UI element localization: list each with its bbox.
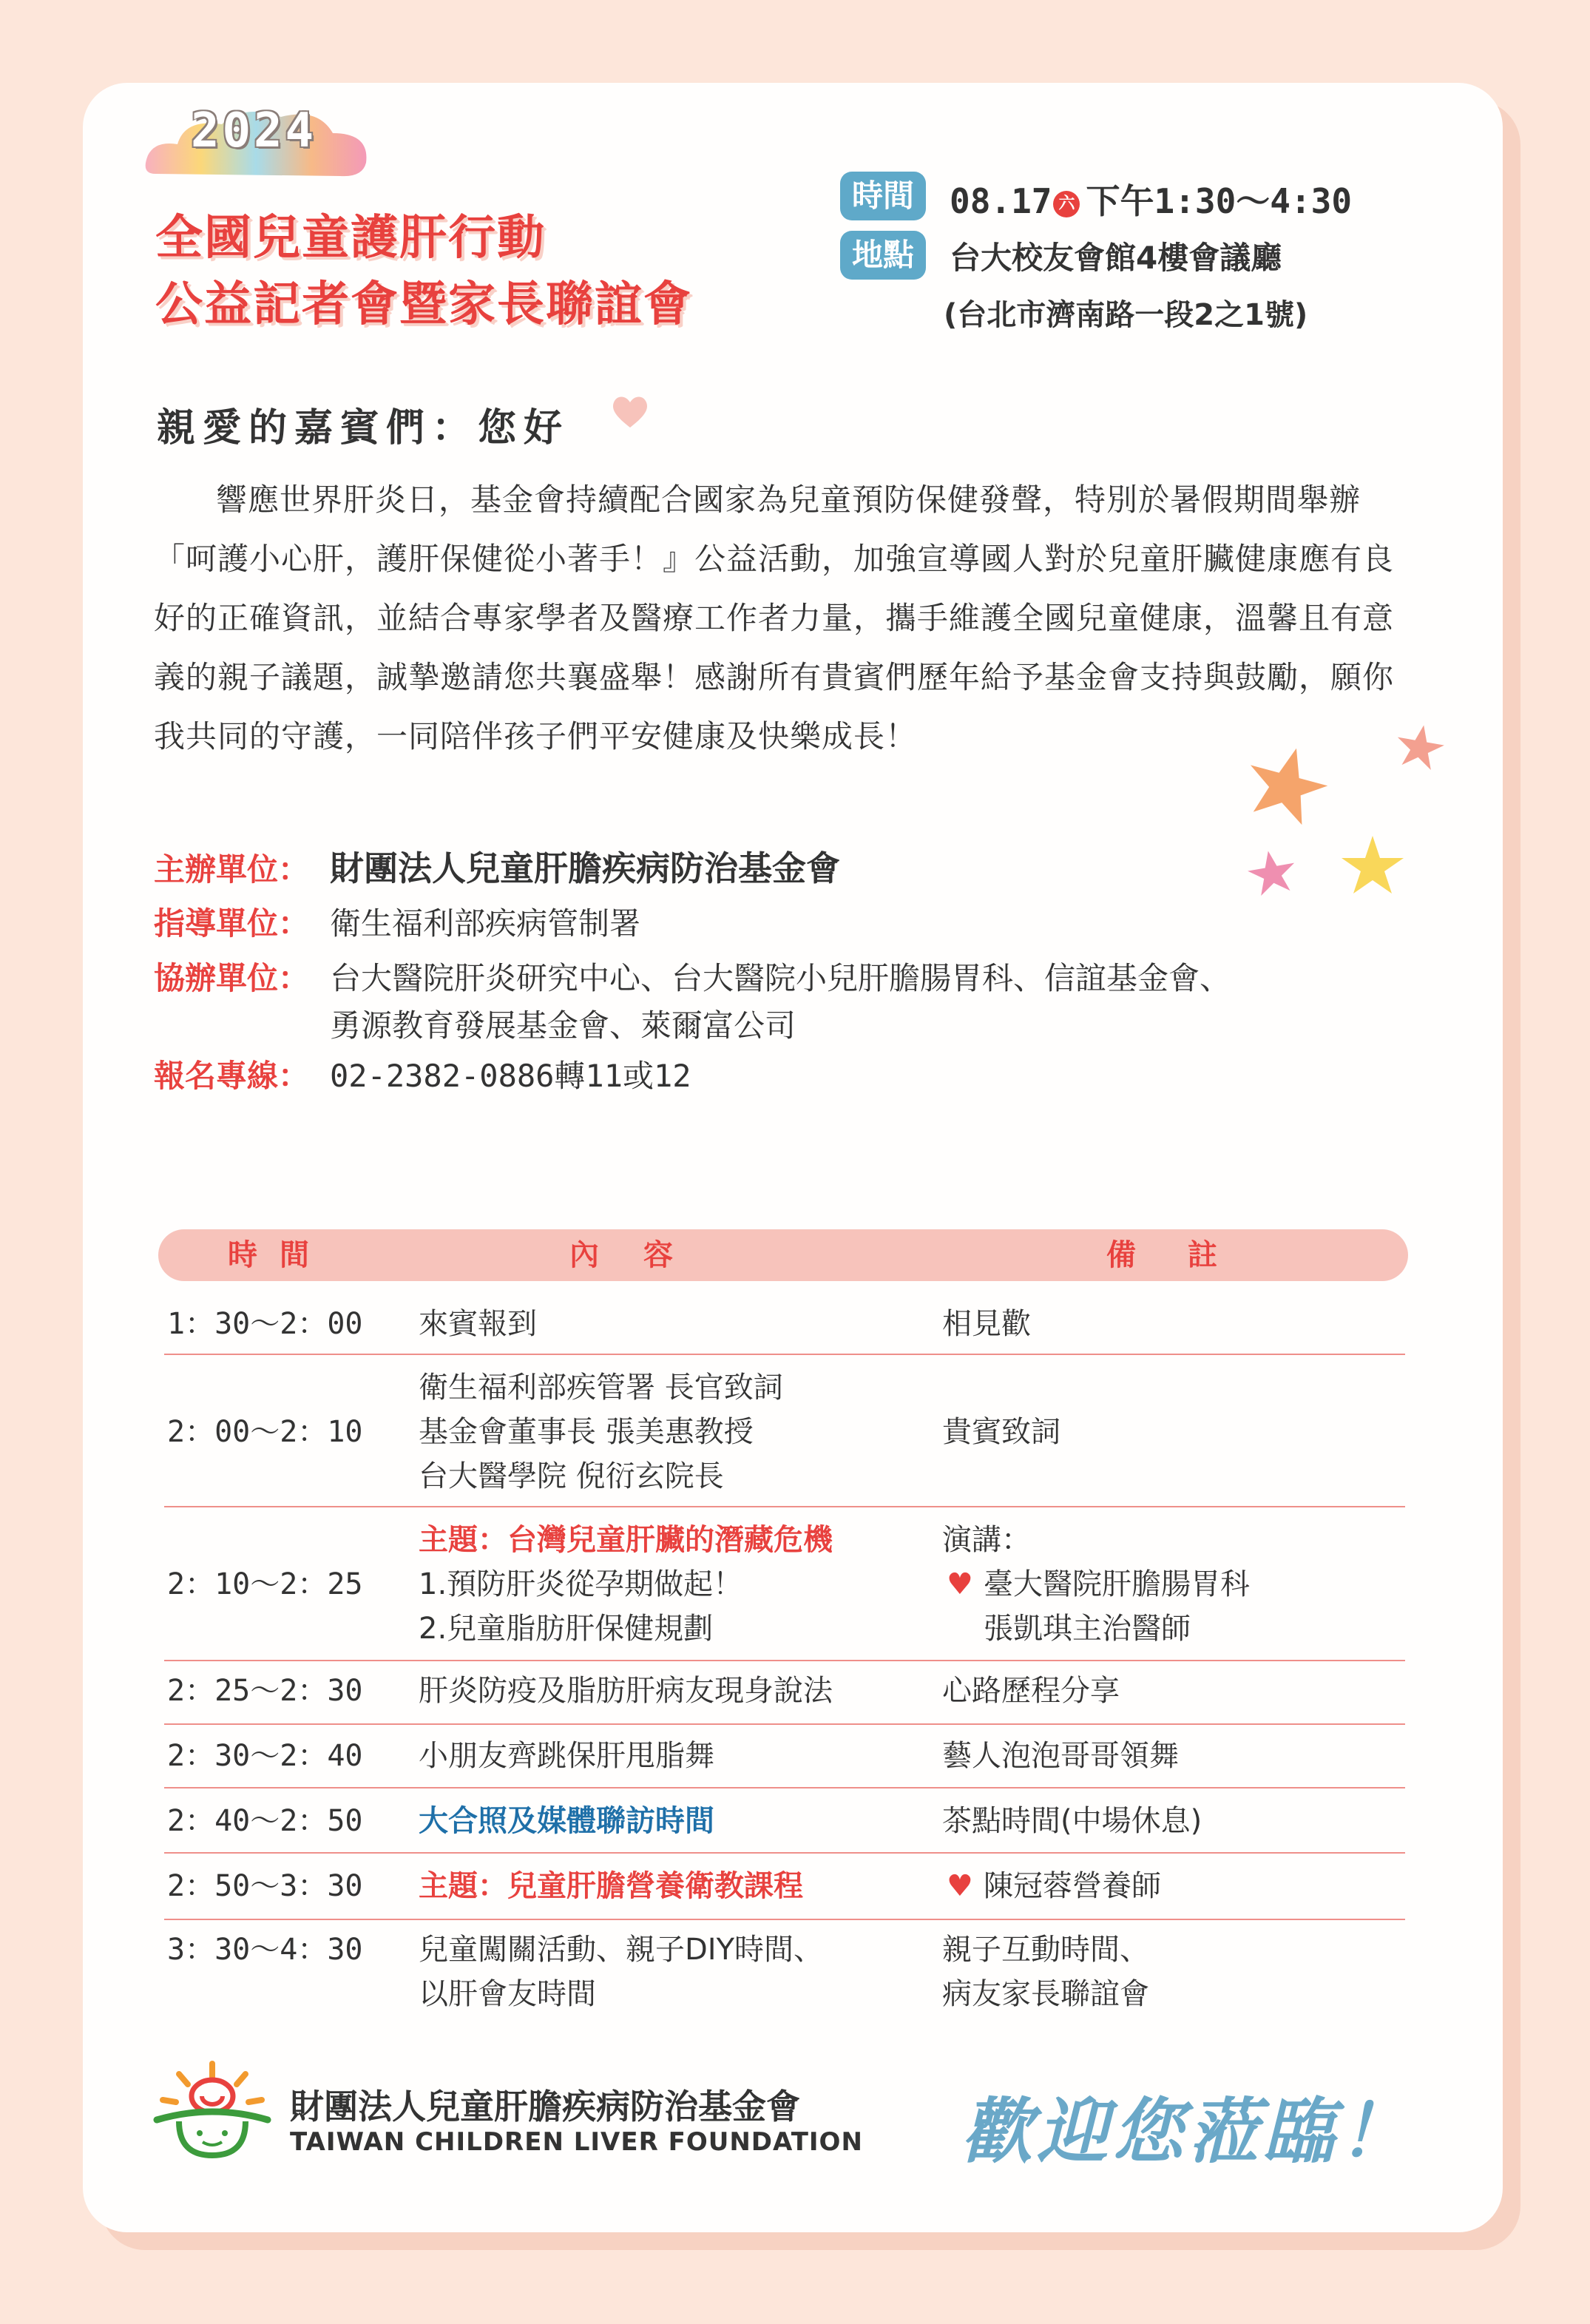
row-divider — [164, 1506, 1405, 1507]
footer-org-name: 財團法人兒童肝膽疾病防治基金會 — [290, 2087, 800, 2127]
event-date-time — [950, 175, 1352, 223]
row6-content: 大合照及媒體聯訪時間 — [419, 1804, 714, 1838]
row-divider — [164, 1354, 1405, 1355]
co-organizer-line2-text: 勇源教育發展基金會、萊爾富公司 — [330, 1007, 796, 1044]
row-divider — [164, 1919, 1405, 1920]
row6-time: 2：40〜2：50 — [167, 1804, 363, 1838]
row2-note: 貴賓致詞 — [942, 1415, 1060, 1449]
row5-content: 小朋友齊跳保肝甩脂舞 — [419, 1739, 714, 1773]
row8-note-1: 親子互動時間、 — [942, 1933, 1149, 1967]
heart-icon: ♥ — [947, 1567, 973, 1601]
row2-content-3: 台大醫學院 倪衍玄院長 — [419, 1459, 724, 1493]
row1-content: 來賓報到 — [419, 1307, 537, 1341]
row8-note-2: 病友家長聯誼會 — [942, 1977, 1149, 2011]
row2-content-1: 衛生福利部疾管署 長官致詞 — [419, 1371, 783, 1405]
foundation-logo-icon — [149, 2059, 275, 2163]
phone-label: 報名專線： — [154, 1058, 310, 1094]
row4-note: 心路歷程分享 — [942, 1674, 1120, 1708]
row2-time: 2：00〜2：10 — [167, 1415, 363, 1449]
row6-note: 茶點時間(中場休息) — [942, 1804, 1202, 1838]
header-note: 備註 — [1106, 1238, 1269, 1272]
row1-note: 相見歡 — [942, 1307, 1031, 1341]
row3-note-2: 臺大醫院肝膽腸胃科 — [984, 1567, 1250, 1601]
header-content: 內容 — [569, 1238, 717, 1272]
row8-time: 3：30〜4：30 — [167, 1933, 363, 1967]
row-divider — [164, 1852, 1405, 1854]
footer-org-name-en: TAIWAN CHILDREN LIVER FOUNDATION — [290, 2127, 863, 2157]
host-row — [154, 842, 840, 891]
welcome-text: 歡迎您蒞臨！ — [961, 2090, 1414, 2173]
event-year: 2024 — [190, 104, 317, 158]
row2-content-2: 基金會董事長 張美惠教授 — [419, 1415, 754, 1449]
heart-icon: ♥ — [947, 1869, 973, 1903]
time-badge: 時間 — [840, 172, 926, 220]
phone-row — [154, 1052, 691, 1096]
heart-icon — [609, 392, 651, 430]
row7-topic: 主題：兒童肝膽營養衛教課程 — [419, 1869, 803, 1903]
host-label: 主辦單位： — [154, 851, 310, 888]
host-value: 財團法人兒童肝膽疾病防治基金會 — [330, 848, 840, 888]
phone-value: 02-2382-0886轉11或12 — [330, 1058, 691, 1094]
guide-label: 指導單位： — [154, 905, 310, 942]
guide-value: 衛生福利部疾病管制署 — [330, 905, 641, 942]
row5-time: 2：30〜2：40 — [167, 1739, 363, 1773]
row8-content-1: 兒童闖關活動、親子DIY時間、 — [419, 1933, 824, 1967]
weekday-badge: 六 — [1053, 191, 1080, 217]
row-divider — [164, 1787, 1405, 1788]
row8-content-2: 以肝會友時間 — [419, 1977, 596, 2011]
row3-topic: 主題：台灣兒童肝臟的潛藏危機 — [419, 1523, 833, 1557]
star-icon — [1228, 717, 1464, 910]
co-organizer-line2 — [330, 1001, 796, 1046]
event-date: 08.17 — [950, 181, 1052, 221]
schedule-header — [158, 1229, 1408, 1281]
intro-paragraph: 響應世界肝炎日，基金會持續配合國家為兒童預防保健發聲，特別於暑假期間舉辦「呵護小心肝，護肝保健從小著手！』公益活動，加強宣導國人對於兒童肝臟健康應有良好的正確資訊，並結合專家學者及醫療工作者力量，攜手維護全國兒童健康，溫馨且有意義的親子議題，誠摯邀請您共襄盛舉！感謝所有貴賓們歷年給予基金會支持與鼓勵，願你我共同的守護，一同陪伴孩子們平安健康及快樂成長！ — [154, 482, 1395, 754]
co-organizer-row — [154, 954, 1231, 999]
greeting: 親愛的嘉賓們：您好 — [157, 405, 570, 450]
event-venue: 台大校友會館4樓會議廳 — [950, 240, 1282, 276]
co-organizer-label: 協辦單位： — [154, 960, 310, 996]
event-time-range: 下午1:30〜4:30 — [1086, 181, 1353, 221]
row3-time: 2：10〜2：25 — [167, 1567, 363, 1601]
co-organizer-line1: 台大醫院肝炎研究中心、台大醫院小兒肝膽腸胃科、信誼基金會、 — [330, 960, 1231, 996]
row-divider — [164, 1660, 1405, 1661]
event-title-line2: 公益記者會暨家長聯誼會 — [155, 277, 692, 332]
row4-content: 肝炎防疫及脂肪肝病友現身說法 — [419, 1674, 833, 1708]
place-badge: 地點 — [840, 231, 926, 280]
header-time: 時間 — [228, 1238, 331, 1272]
row-divider — [164, 1723, 1405, 1725]
row1-time: 1：30〜2：00 — [167, 1307, 363, 1341]
row3-note-1: 演講： — [942, 1523, 1031, 1557]
row7-note: 陳冠蓉營養師 — [984, 1869, 1161, 1903]
event-title-line1: 全國兒童護肝行動 — [155, 211, 546, 266]
row7-time: 2：50〜3：30 — [167, 1869, 363, 1903]
row3-content-3: 2.兒童脂肪肝保健規劃 — [419, 1612, 714, 1646]
row3-content-2: 1.預防肝炎從孕期做起！ — [419, 1567, 743, 1601]
event-address: (台北市濟南路一段2之1號) — [944, 298, 1308, 332]
guide-row — [154, 899, 640, 944]
row4-time: 2：25〜2：30 — [167, 1674, 363, 1708]
row3-note-3: 張凱琪主治醫師 — [984, 1612, 1191, 1646]
row5-note: 藝人泡泡哥哥領舞 — [942, 1739, 1179, 1773]
